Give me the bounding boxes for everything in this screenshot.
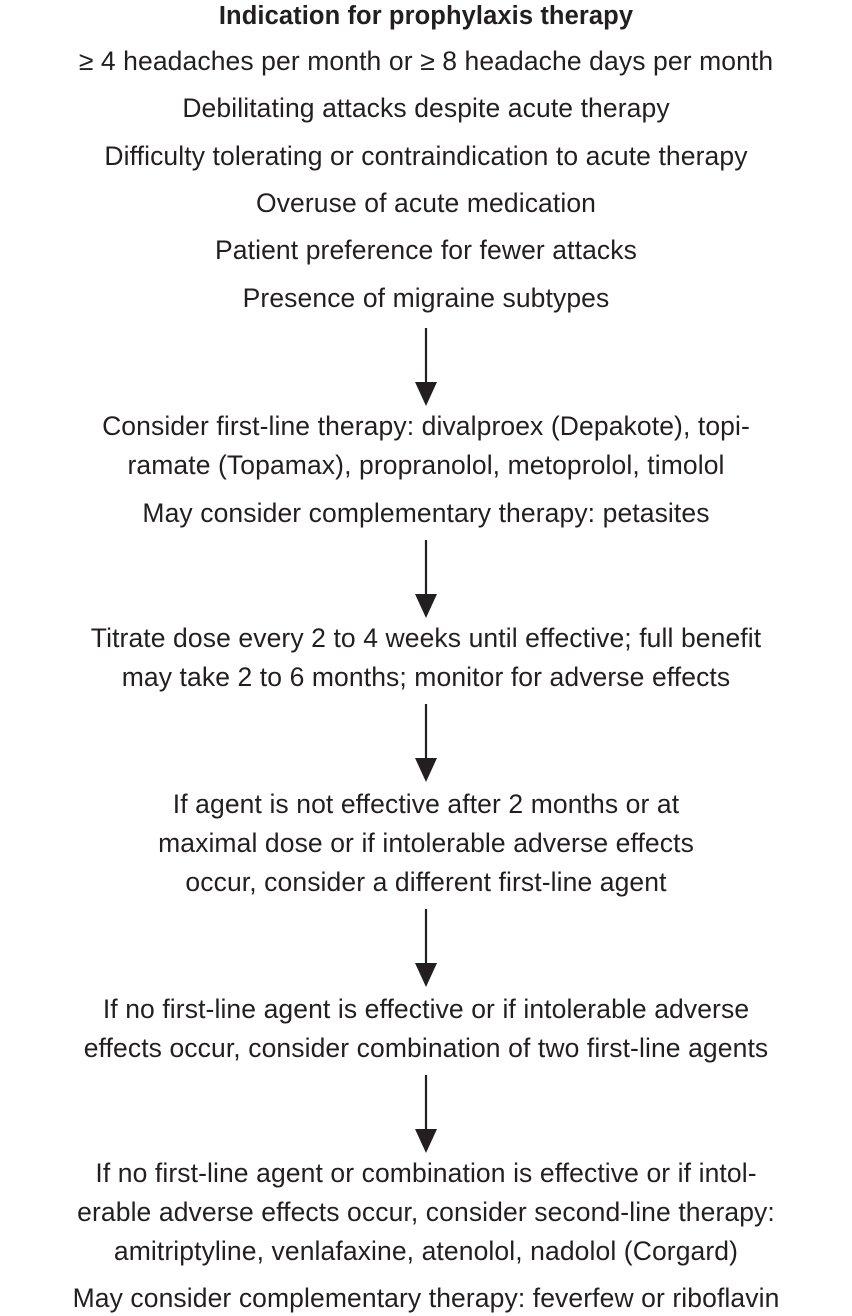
step-combination-line-2: effects occur, consider combination of two first-line agents [83, 1033, 769, 1063]
step-titrate-dose-line-1: Titrate dose every 2 to 4 weeks until effective; full benefit [90, 623, 762, 653]
step-switch-agent-line-3: occur, consider a different first-line agent [185, 867, 667, 897]
indication-debilitating-attacks: Debilitating attacks despite acute therapy [182, 93, 670, 123]
down-arrow-icon [415, 540, 437, 618]
indication-difficulty-tolerating: Difficulty tolerating or contraindication to acute therapy [104, 141, 748, 171]
down-arrow-icon [415, 704, 437, 782]
flowchart-title: Indication for prophylaxis therapy [218, 2, 634, 30]
indication-patient-preference: Patient preference for fewer attacks [215, 235, 637, 265]
indication-migraine-subtypes: Presence of migraine subtypes [242, 283, 610, 313]
indication-medication-overuse: Overuse of acute medication [255, 188, 597, 218]
step-first-line-therapy-line-2: ramate (Topamax), propranolol, metoprolol, timolol [127, 450, 725, 480]
indication-headache-frequency: ≥ 4 headaches per month or ≥ 8 headache days per month [78, 46, 774, 76]
down-arrow-icon [415, 1075, 437, 1153]
step-second-line-line-1: If no first-line agent or combination is effective or if intol- [95, 1158, 757, 1188]
step-second-line-line-2: erable adverse effects occur, consider second-line therapy: [77, 1197, 775, 1227]
step-complementary-feverfew: May consider complementary therapy: feverfew or riboflavin [72, 1283, 780, 1313]
step-first-line-therapy-line-1: Consider first-line therapy: divalproex (Depakote), topi- [102, 411, 750, 441]
down-arrow-icon [415, 328, 437, 406]
step-switch-agent-line-1: If agent is not effective after 2 months or at [172, 789, 680, 819]
step-combination-line-1: If no first-line agent is effective or if intolerable adverse [102, 994, 750, 1024]
down-arrow-icon [415, 909, 437, 987]
step-switch-agent-line-2: maximal dose or if intolerable adverse effects [158, 828, 694, 858]
step-titrate-dose-line-2: may take 2 to 6 months; monitor for adverse effects [121, 662, 731, 692]
step-second-line-line-3: amitriptyline, venlafaxine, atenolol, nadolol (Corgard) [113, 1236, 739, 1266]
step-complementary-petasites: May consider complementary therapy: petasites [142, 498, 710, 528]
